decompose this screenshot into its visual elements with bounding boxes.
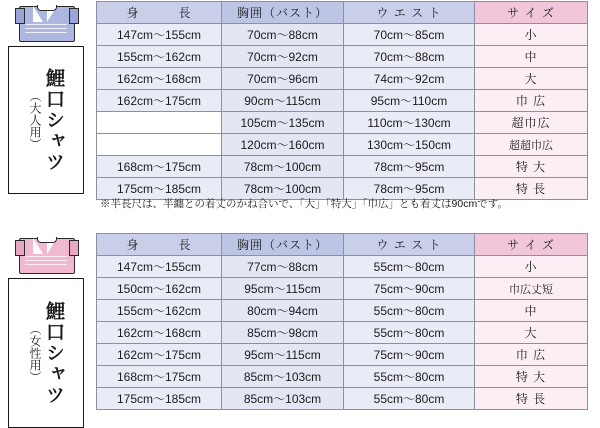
table-row bbox=[97, 322, 588, 344]
cell-height: 162cm〜175cm bbox=[97, 90, 222, 112]
cell-bust: 85cm〜103cm bbox=[222, 366, 344, 388]
cell-height: 168cm〜175cm bbox=[97, 156, 222, 178]
cell-size: 超巾広 bbox=[475, 112, 588, 134]
cell-height: 150cm〜162cm bbox=[97, 278, 222, 300]
cell-waist: 75cm〜90cm bbox=[344, 344, 475, 366]
table-row bbox=[97, 90, 588, 112]
cell-waist: 78cm〜95cm bbox=[344, 156, 475, 178]
cell-bust: 105cm〜135cm bbox=[222, 112, 344, 134]
cell-size: 巾 広 bbox=[475, 90, 588, 112]
cell-bust: 77cm〜88cm bbox=[222, 256, 344, 278]
cell-size: 大 bbox=[475, 322, 588, 344]
cell-size: 特 長 bbox=[475, 388, 588, 410]
cell-size: 小 bbox=[475, 256, 588, 278]
table-row bbox=[97, 112, 588, 134]
header-bust: 胸囲（バスト） bbox=[222, 2, 344, 24]
table-row bbox=[97, 366, 588, 388]
cell-waist: 74cm〜92cm bbox=[344, 68, 475, 90]
table-row bbox=[97, 156, 588, 178]
ladies-product-subtitle: （女性用） bbox=[28, 323, 42, 383]
cell-height: 175cm〜185cm bbox=[97, 388, 222, 410]
header-height: 身 長 bbox=[97, 234, 222, 256]
ladies-label-column bbox=[0, 232, 92, 428]
cell-bust: 95cm〜115cm bbox=[222, 278, 344, 300]
cell-waist: 55cm〜80cm bbox=[344, 322, 475, 344]
cell-waist: 55cm〜80cm bbox=[344, 300, 475, 322]
cell-waist: 70cm〜88cm bbox=[344, 46, 475, 68]
table-row bbox=[97, 278, 588, 300]
header-waist: ウ エ ス ト bbox=[344, 234, 475, 256]
table-header-row bbox=[97, 234, 588, 256]
header-waist: ウ エ ス ト bbox=[344, 2, 475, 24]
cell-size: 巾広丈短 bbox=[475, 278, 588, 300]
cell-bust: 80cm〜94cm bbox=[222, 300, 344, 322]
cell-height: 155cm〜162cm bbox=[97, 300, 222, 322]
table-row bbox=[97, 68, 588, 90]
cell-waist: 75cm〜90cm bbox=[344, 278, 475, 300]
ladies-size-block bbox=[0, 232, 588, 428]
header-size: サ イ ズ bbox=[475, 2, 588, 24]
cell-waist: 55cm〜80cm bbox=[344, 388, 475, 410]
cell-height-empty bbox=[97, 112, 222, 134]
cell-waist: 130cm〜150cm bbox=[344, 134, 475, 156]
table-row bbox=[97, 256, 588, 278]
cell-height: 175cm〜185cm bbox=[97, 178, 222, 200]
table-row bbox=[97, 46, 588, 68]
adult-table-wrap bbox=[96, 1, 588, 200]
cell-bust: 78cm〜100cm bbox=[222, 156, 344, 178]
table-row bbox=[97, 344, 588, 366]
shirt-icon-ladies bbox=[15, 234, 77, 274]
cell-height: 162cm〜175cm bbox=[97, 344, 222, 366]
cell-bust: 70cm〜88cm bbox=[222, 24, 344, 46]
cell-height: 147cm〜155cm bbox=[97, 24, 222, 46]
cell-height: 155cm〜162cm bbox=[97, 46, 222, 68]
adult-product-subtitle: （大人用） bbox=[28, 90, 42, 150]
table-row bbox=[97, 134, 588, 156]
cell-waist: 70cm〜85cm bbox=[344, 24, 475, 46]
table-row bbox=[97, 300, 588, 322]
cell-bust: 95cm〜115cm bbox=[222, 344, 344, 366]
cell-size: 小 bbox=[475, 24, 588, 46]
adult-label-column bbox=[0, 0, 92, 194]
adult-size-block bbox=[0, 0, 588, 210]
cell-size: 中 bbox=[475, 46, 588, 68]
cell-size: 超超巾広 bbox=[475, 134, 588, 156]
ladies-product-name: 鯉口シャツ bbox=[43, 300, 64, 406]
cell-size: 大 bbox=[475, 68, 588, 90]
cell-height: 162cm〜168cm bbox=[97, 322, 222, 344]
cell-size: 巾 広 bbox=[475, 344, 588, 366]
adult-product-name: 鯉口シャツ bbox=[43, 67, 64, 173]
ladies-size-table bbox=[96, 233, 588, 410]
cell-size: 中 bbox=[475, 300, 588, 322]
adult-product-name-box bbox=[8, 46, 84, 194]
cell-bust: 70cm〜96cm bbox=[222, 68, 344, 90]
cell-bust: 120cm〜160cm bbox=[222, 134, 344, 156]
adult-size-table bbox=[96, 1, 588, 200]
cell-waist: 110cm〜130cm bbox=[344, 112, 475, 134]
ladies-product-name-box bbox=[8, 278, 84, 428]
cell-waist: 78cm〜95cm bbox=[344, 178, 475, 200]
cell-waist: 95cm〜110cm bbox=[344, 90, 475, 112]
header-height: 身 長 bbox=[97, 2, 222, 24]
cell-waist: 55cm〜80cm bbox=[344, 366, 475, 388]
shirt-icon-adult bbox=[15, 2, 77, 42]
cell-bust: 85cm〜98cm bbox=[222, 322, 344, 344]
table-header-row bbox=[97, 2, 588, 24]
cell-bust: 78cm〜100cm bbox=[222, 178, 344, 200]
header-size: サ イ ズ bbox=[475, 234, 588, 256]
cell-height: 162cm〜168cm bbox=[97, 68, 222, 90]
cell-height-empty bbox=[97, 134, 222, 156]
ladies-table-wrap bbox=[96, 233, 588, 410]
cell-bust: 90cm〜115cm bbox=[222, 90, 344, 112]
cell-waist: 55cm〜80cm bbox=[344, 256, 475, 278]
cell-size: 特 大 bbox=[475, 366, 588, 388]
table-row bbox=[97, 388, 588, 410]
cell-size: 特 長 bbox=[475, 178, 588, 200]
adult-note: ※半長尺は、半纏との着丈のかね合いで、「大」「特大」「巾広」とも着丈は90cmです。 bbox=[100, 198, 508, 210]
cell-size: 特 大 bbox=[475, 156, 588, 178]
table-row bbox=[97, 24, 588, 46]
cell-bust: 70cm〜92cm bbox=[222, 46, 344, 68]
cell-height: 168cm〜175cm bbox=[97, 366, 222, 388]
cell-height: 147cm〜155cm bbox=[97, 256, 222, 278]
header-bust: 胸囲（バスト） bbox=[222, 234, 344, 256]
cell-bust: 85cm〜103cm bbox=[222, 388, 344, 410]
